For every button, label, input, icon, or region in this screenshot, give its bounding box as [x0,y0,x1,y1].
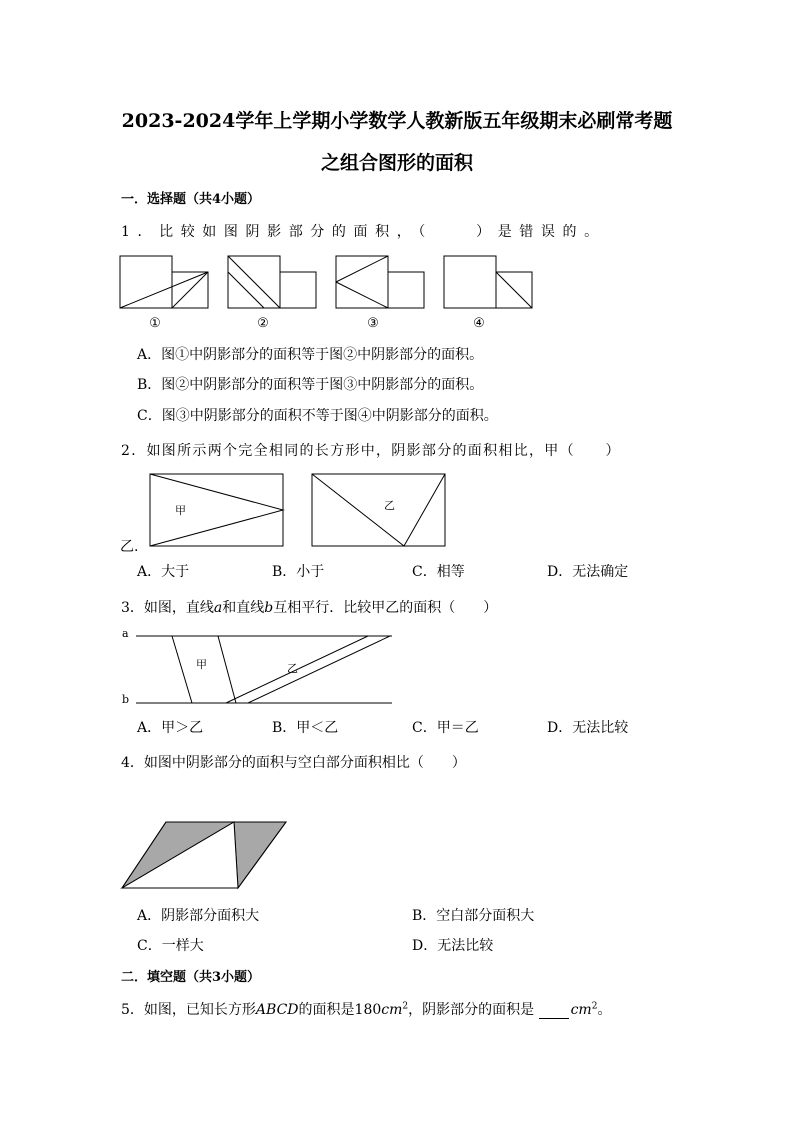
q5-unit-exponent: 2 [402,1001,409,1012]
q5-answer-blank[interactable] [539,1004,569,1019]
q5-text-mid: 的面积是180 [298,1002,382,1018]
question-4-text: 4．如图中阴影部分的面积与空白部分面积相比（ ） [121,755,466,771]
q5-rect-name: ABCD [255,1002,299,1018]
q3-text-mid: 和直线 [222,600,265,616]
page-subtitle: 之组合图形的面积 [320,152,473,174]
q4-option-b[interactable]: B．空白部分面积大 [412,908,535,924]
q2-text-tail: 乙. [120,539,139,555]
q5-answer-unit: cm [570,1002,592,1018]
question-2-figures [148,472,450,552]
q3-text-post: 互相平行．比较甲乙的面积（ ） [273,600,498,616]
q5-answer-unit-exponent: 2 [591,1001,598,1012]
q3-option-b[interactable]: B．甲＜乙 [272,720,339,736]
q3-text-pre: 3．如图，直线 [121,600,214,616]
q1-option-c[interactable]: C．图③中阴影部分的面积不等于图④中阴影部分的面积。 [137,408,498,424]
section-heading-fill: 二．填空题（共3小题） [121,970,261,985]
q5-end: 。 [597,1002,612,1018]
q3-label-jia: 甲 [196,658,207,671]
question-5-text [121,999,611,1019]
q3-option-c[interactable]: C．甲＝乙 [412,720,479,736]
section-heading-choice: 一．选择题（共4小题） [121,192,261,207]
q2-option-c[interactable]: C．相等 [412,564,465,580]
fig2-small-square [280,272,316,308]
q3-label-yi: 乙 [287,662,298,675]
q5-unit: cm [381,1002,403,1018]
fig4-big-square [444,256,496,308]
fig3-label: ③ [367,316,379,331]
q5-text-post: ，阴影部分的面积是 [408,1002,535,1018]
q2-option-b[interactable]: B．小于 [272,564,325,580]
q3-label-a: a [122,627,129,640]
q3-var-b: b [264,600,274,616]
fig1-big-square [120,256,172,308]
q2-label-yi: 乙 [384,499,395,512]
question-3-text [121,597,497,617]
fig3-small-square [388,272,424,308]
fig1-label: ① [149,316,161,331]
q3-var-a: a [213,600,223,616]
question-1-figures [118,254,538,312]
fig2-label: ② [257,316,269,331]
q2-option-d[interactable]: D．无法确定 [547,564,629,580]
q1-option-a[interactable]: A．图①中阴影部分的面积等于图②中阴影部分的面积。 [137,347,484,363]
question-3-figure [120,628,400,710]
page-title: 2023-2024学年上学期小学数学人教新版五年级期末必刷常考题 [121,110,673,132]
question-4-figure [118,818,298,892]
q3-label-b: b [122,693,130,706]
fig3-big-square [336,256,388,308]
question-2-text: 2．如图所示两个完全相同的长方形中，阴影部分的面积相比，甲（ ） [121,443,621,459]
q3-option-d[interactable]: D．无法比较 [547,720,629,736]
q4-option-c[interactable]: C．一样大 [137,938,204,954]
q2-option-a[interactable]: A．大于 [137,564,190,580]
fig4-label: ④ [473,316,485,331]
q2-rect-left [150,474,283,546]
q1-option-b[interactable]: B．图②中阴影部分的面积等于图③中阴影部分的面积。 [137,377,484,393]
question-1-text: 1．比较如图阴影部分的面积，（ ）是错误的。 [121,224,606,240]
q2-label-jia: 甲 [175,504,186,517]
q3-shape-yi [226,636,390,703]
q3-option-a[interactable]: A．甲＞乙 [137,720,204,736]
q4-option-d[interactable]: D．无法比较 [412,938,494,954]
q5-text-pre: 5．如图，已知长方形 [121,1002,256,1018]
q4-option-a[interactable]: A．阴影部分面积大 [137,908,260,924]
